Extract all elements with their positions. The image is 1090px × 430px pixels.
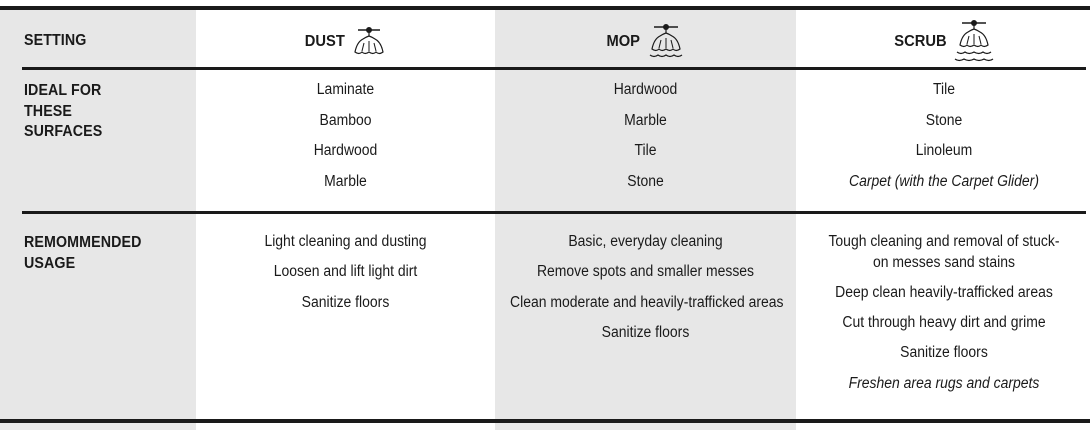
mop-column-shading [495, 10, 796, 430]
list-item: Carpet (with the Carpet Glider) [849, 172, 1039, 190]
scrub-header [796, 20, 1090, 64]
list-item: Stone [925, 111, 963, 129]
list-item: Remove spots and smaller messes [536, 263, 755, 281]
label-column-shading [0, 10, 196, 430]
row-divider [22, 211, 1086, 214]
list-item: Hardwood [313, 142, 378, 159]
list-item: Cut through heavy dirt and grime [842, 314, 1046, 332]
scrub-mode-icon [952, 19, 996, 65]
list-item: Sanitize floors [900, 344, 988, 362]
header-divider [22, 67, 1086, 70]
mop-title: MOP [606, 33, 641, 50]
list-item: Freshen area rugs and carpets [848, 374, 1040, 392]
list-item: Tile [933, 81, 955, 98]
list-item: Light cleaning and dusting [264, 233, 427, 250]
bottom-rule [0, 419, 1090, 423]
surfaces-label: IDEAL FOR THESE SURFACES [24, 82, 103, 140]
list-item: Basic, everyday cleaning [568, 233, 723, 250]
dust-mode-icon [350, 26, 388, 58]
scrub-title: SCRUB [893, 33, 947, 50]
mop-usage-list [495, 232, 796, 353]
dust-surfaces-list [196, 80, 495, 202]
list-item: Laminate [316, 81, 375, 98]
top-rule [0, 6, 1090, 10]
setting-label: SETTING [24, 32, 87, 49]
dust-title: DUST [304, 33, 345, 50]
list-item: Clean moderate and heavily-trafficked areas [510, 293, 784, 311]
scrub-surfaces-list [796, 80, 1090, 202]
mop-mode-icon [646, 23, 686, 61]
list-item: Stone [627, 172, 664, 190]
list-item: Sanitize floors [601, 323, 690, 341]
list-item: Hardwood [613, 81, 678, 98]
list-item: Linoleum [915, 142, 973, 159]
usage-label: REMOMMENDED USAGE [24, 234, 142, 272]
mop-header [495, 20, 796, 64]
list-item: Marble [324, 172, 367, 190]
list-item: Deep clean heavily-trafficked areas [835, 283, 1053, 301]
mop-surfaces-list [495, 80, 796, 202]
list-item: Tile [634, 142, 657, 159]
list-item: Marble [624, 111, 667, 129]
list-item: Tough cleaning and removal of stuck-on messes sand stains [828, 233, 1060, 271]
list-item: Sanitize floors [301, 293, 390, 311]
list-item: Bamboo [319, 111, 372, 129]
scrub-usage-list [796, 232, 1090, 404]
list-item: Loosen and lift light dirt [273, 263, 418, 281]
dust-usage-list [196, 232, 495, 323]
dust-header [196, 20, 495, 64]
